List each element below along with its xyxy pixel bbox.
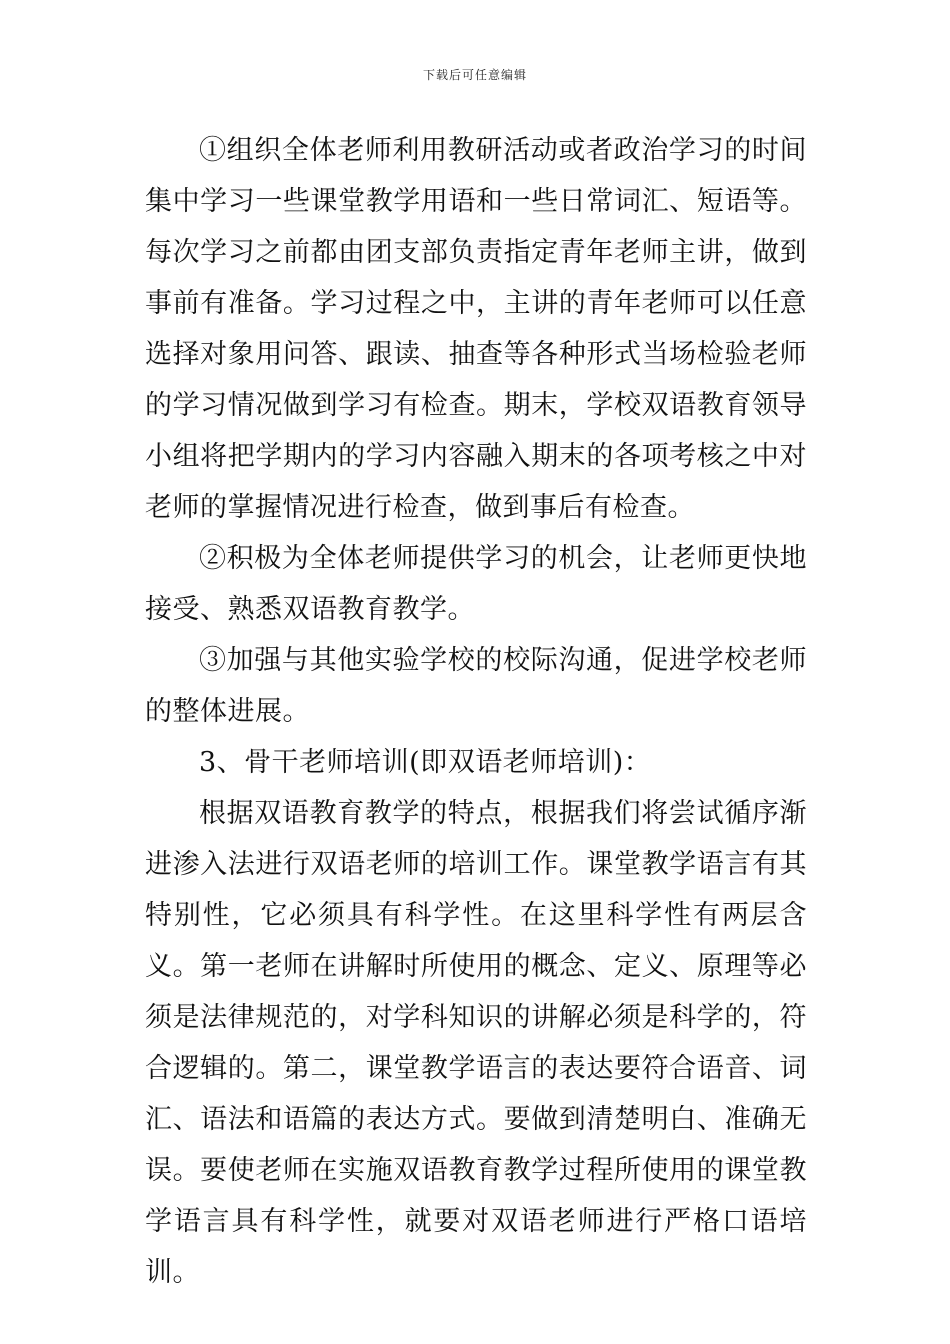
section-heading: 3、骨干老师培训(即双语老师培训)： xyxy=(199,747,652,778)
paragraph-2: ②积极为全体老师提供学习的机会，让老师更快地接受、熟悉双语教育教学。 xyxy=(145,543,807,625)
page-header: 下载后可任意编辑 xyxy=(422,68,527,82)
document-body xyxy=(145,125,807,1298)
paragraph-1: ①组织全体老师利用教研活动或者政治学习的时间集中学习一些课堂教学用语和一些日常词汇、短语等。每次学习之前都由团支部负责指定青年老师主讲，做到事前有准备。学习过程之中，主讲的青年老师可以任意选择对象用问答、跟读、抽查等各种形式当场检验老师的学习情况做到学习有检查。期末，学校双语教育领导小组将把学期内的学习内容融入期末的各项考核之中对老师的掌握情况进行检查，做到事后有检查。 xyxy=(145,135,807,523)
paragraph-4: 根据双语教育教学的特点，根据我们将尝试循序渐进渗入法进行双语老师的培训工作。课堂教学语言有其特别性，它必须具有科学性。在这里科学性有两层含义。第一老师在讲解时所使用的概念、定义、原理等必须是法律规范的，对学科知识的讲解必须是科学的，符合逻辑的。第二，课堂教学语言的表达要符合语音、词汇、语法和语篇的表达方式。要做到清楚明白、准确无误。要使老师在实施双语教育教学过程所使用的课堂教学语言具有科学性，就要对双语老师进行严格口语培训。 xyxy=(145,798,807,1288)
paragraph-3: ③加强与其他实验学校的校际沟通，促进学校老师的整体进展。 xyxy=(145,645,807,727)
